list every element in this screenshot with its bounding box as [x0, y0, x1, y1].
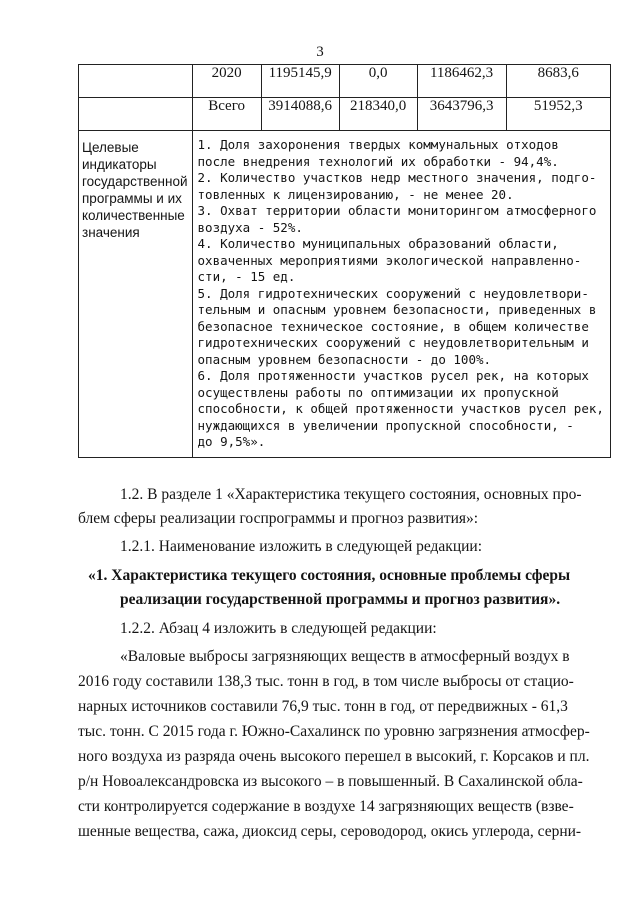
indicators-label-line: количественные — [82, 208, 185, 223]
indicator-line: опасным уровнем безопасности - до 100%. — [197, 351, 492, 367]
table-cell-other: 51952,3 — [506, 98, 610, 131]
indicator-line: гидротехнических сооружений с неудовлетворительным и — [197, 335, 589, 350]
paragraph-rename: 1.2.1. Наименование изложить в следующей редакции: — [120, 538, 483, 555]
indicators-label-line: программы и их — [82, 191, 182, 206]
quote-line: ного воздуха из разряда очень высокого перешел в высокий, г. Корсаков и пл. — [78, 748, 590, 765]
table-cell-year: 2020 — [192, 65, 261, 98]
table-cell-federal: 0,0 — [339, 65, 417, 98]
quote-line: «Валовые выбросы загрязняющих веществ в атмосферный воздух в — [120, 648, 570, 665]
indicator-line: способности, к общей протяженности участков русел рек, — [197, 401, 604, 416]
table-cell-empty — [79, 98, 193, 131]
table-cell-total: 1195145,9 — [261, 65, 339, 98]
section-heading-line: «1. Характеристика текущего состояния, основные проблемы сферы — [88, 567, 571, 584]
indicator-line: нуждающихся в увеличении пропускной способности, - — [197, 417, 574, 433]
indicators-cell — [192, 131, 610, 458]
quote-line: сти контролируется содержание в воздухе 14 загрязняющих веществ (взве- — [78, 798, 574, 815]
indicator-line: до 9,5%». — [197, 434, 266, 449]
indicator-line: товленных к лицензированию, - не менее 20. — [197, 186, 514, 202]
indicators-label-line: индикаторы — [82, 157, 157, 172]
indicators-label-line: значения — [82, 225, 140, 240]
indicator-line: 4. Количество муниципальных образований области, — [197, 236, 559, 251]
indicator-line: 6. Доля протяженности участков русел рек, на которых — [197, 368, 589, 383]
paragraph-section-intro-line: блем сферы реализации госпрограммы и прогноз развития»: — [78, 510, 479, 527]
quote-line: тыс. тонн. С 2015 года г. Южно-Сахалинск по уровню загрязнения атмосфер- — [78, 723, 590, 740]
program-table — [78, 64, 611, 458]
section-heading-line: реализации государственной программы и прогноз развития». — [120, 591, 561, 608]
table-cell-year: Всего — [192, 98, 261, 131]
table-cell-other: 8683,6 — [506, 65, 610, 98]
indicator-line: 1. Доля захоронения твердых коммунальных отходов — [197, 137, 559, 152]
table-cell-regional: 1186462,3 — [417, 65, 506, 98]
indicator-line: тельным и опасным уровнем безопасности, приведенных в — [197, 302, 597, 317]
table-row-2020 — [79, 65, 611, 98]
indicators-label-cell — [79, 131, 193, 458]
quote-line: шенные вещества, сажа, диоксид серы, сероводород, окись углерода, серни- — [78, 823, 582, 840]
indicators-label-line: Целевые — [82, 140, 139, 155]
indicator-line: осуществлены работы по оптимизации их пропускной — [197, 384, 559, 400]
indicator-line: 5. Доля гидротехнических сооружений с неудовлетвори- — [197, 285, 589, 301]
body-text — [78, 478, 590, 898]
page-number: 3 — [316, 44, 324, 60]
indicators-list — [198, 137, 604, 451]
paragraph-section-intro-line: 1.2. В разделе 1 «Характеристика текущего состояния, основных про- — [120, 486, 582, 503]
indicator-line: воздуха - 52%. — [197, 219, 303, 235]
indicators-label-line: государственной — [82, 174, 188, 189]
quote-line: 2016 году составили 138,3 тыс. тонн в год, в том числе выбросы от стацио- — [78, 673, 574, 690]
indicator-line: 2. Количество участков недр местного значения, подго- — [197, 170, 597, 185]
indicator-line: безопасное техническое состояние, в общем количестве — [197, 318, 589, 334]
table-cell-total: 3914088,6 — [261, 98, 339, 131]
indicator-line: 3. Охват территории области мониторингом атмосферного — [197, 203, 597, 218]
quote-line: нарных источников составили 76,9 тыс. тонн в год, от передвижных - 61,3 — [78, 698, 568, 715]
indicator-line: после внедрения технологий их обработки - 94,4%. — [197, 153, 559, 169]
table-cell-federal: 218340,0 — [339, 98, 417, 131]
table-cell-empty — [79, 65, 193, 98]
table-row-indicators — [79, 131, 611, 458]
paragraph-amend: 1.2.2. Абзац 4 изложить в следующей редакции: — [120, 620, 437, 637]
quote-line: р/н Новоалександровска из высокого – в повышенный. В Сахалинской обла- — [78, 773, 583, 790]
table-cell-regional: 3643796,3 — [417, 98, 506, 131]
table-row-total — [79, 98, 611, 131]
indicator-line: сти, - 15 ед. — [197, 269, 296, 284]
indicator-line: охваченных мероприятиями экологической направленно- — [197, 252, 582, 268]
